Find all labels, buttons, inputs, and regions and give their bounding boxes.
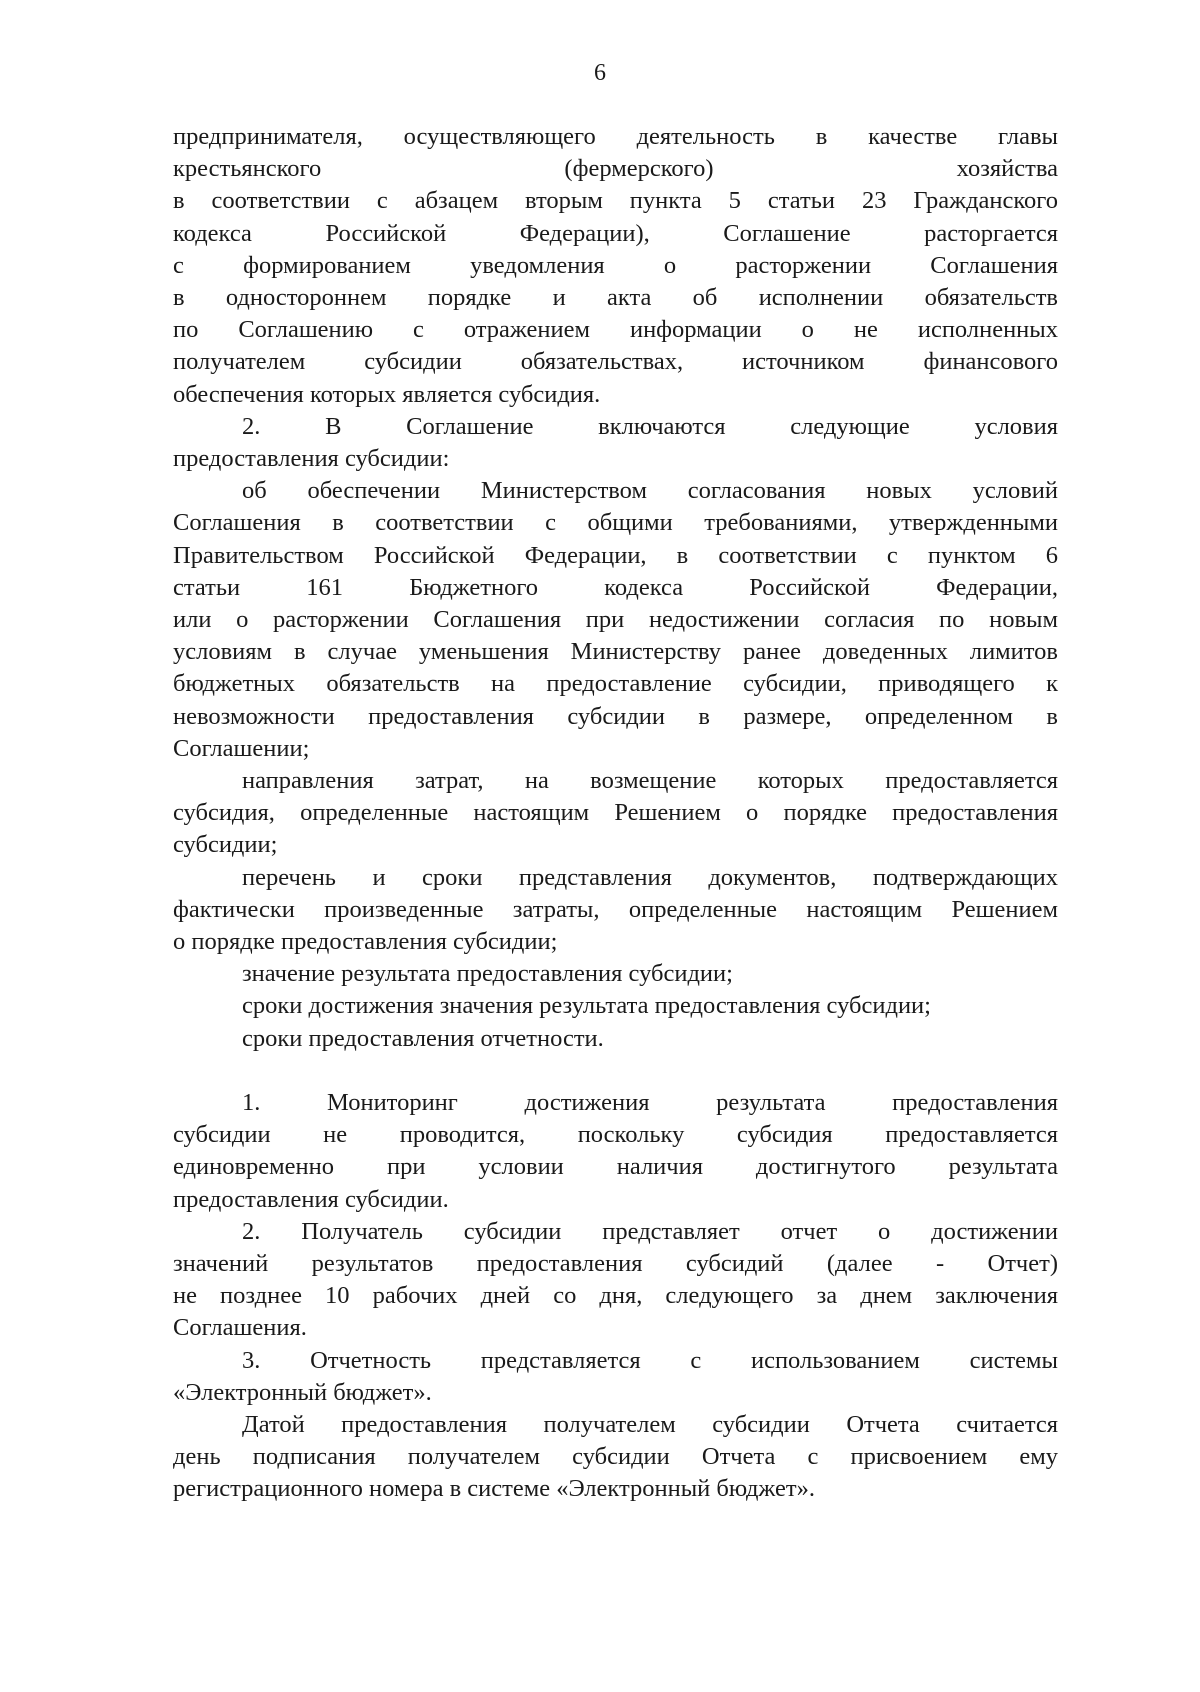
text-line: Соглашения. [173,1314,307,1342]
text-line: с формированием уведомления о расторжении Соглашения [173,251,1058,279]
text-line: в одностороннем порядке и акта об исполнении обязательств [173,284,1058,312]
document-body [173,121,1058,1506]
text-line: сроки предоставления отчетности. [242,1024,604,1052]
paragraph-monitoring [173,1087,1058,1216]
text-line: статьи 161 Бюджетного кодекса Российской Федерации, [173,573,1058,601]
paragraph-result-value [173,958,1058,990]
text-line: Датой предоставления получателем субсидии Отчета считается [242,1410,1058,1438]
text-line: регистрационного номера в системе «Электронный бюджет». [173,1475,815,1503]
text-line: 2. Получатель субсидии представляет отчет о достижении [242,1217,1058,1245]
paragraph-agreement-conditions [173,475,1058,765]
text-line: значение результата предоставления субсидии; [242,960,733,988]
text-line: Соглашении; [173,734,310,762]
text-line: бюджетных обязательств на предоставление субсидии, приводящего к [173,670,1058,698]
text-line: перечень и сроки представления документов, подтверждающих [242,863,1058,891]
paragraph-termination [173,121,1058,411]
section-spacer [173,1055,1058,1087]
text-line: об обеспечении Министерством согласования новых условий [242,477,1058,505]
paragraph-reporting-deadlines [173,1023,1058,1055]
paragraph-report-date [173,1409,1058,1506]
text-line: 2. В Соглашение включаются следующие условия [242,412,1058,440]
paragraph-item-2 [173,411,1058,475]
text-line: получателем субсидии обязательствах, источником финансового [173,348,1058,376]
paragraph-result-deadlines [173,990,1058,1022]
text-line: сроки достижения значения результата предоставления субсидии; [242,992,931,1020]
text-line: предоставления субсидии. [173,1185,449,1213]
text-line: фактически произведенные затраты, определенные настоящим Решением [173,895,1058,923]
paragraph-documents-list [173,862,1058,959]
text-line: 3. Отчетность представляется с использованием системы [242,1346,1058,1374]
text-line: не позднее 10 рабочих дней со дня, следующего за днем заключения [173,1282,1058,1310]
text-line: предпринимателя, осуществляющего деятельность в качестве главы [173,123,1058,150]
paragraph-reporting-system [173,1345,1058,1409]
text-line: 1. Мониторинг достижения результата предоставления [242,1088,1058,1116]
text-line: направления затрат, на возмещение которых предоставляется [242,767,1058,795]
text-line: субсидия, определенные настоящим Решением о порядке предоставления [173,799,1058,827]
text-line: предоставления субсидии: [173,445,450,473]
text-line: субсидии; [173,831,278,859]
text-line: кодекса Российской Федерации), Соглашение расторгается [173,219,1058,247]
text-line: Правительством Российской Федерации, в соответствии с пунктом 6 [173,541,1058,569]
text-line: о порядке предоставления субсидии; [173,928,558,956]
text-line: или о расторжении Соглашения при недостижении согласия по новым [173,606,1058,634]
paragraph-report-submission [173,1216,1058,1345]
text-line: «Электронный бюджет». [173,1378,432,1406]
paragraph-cost-directions [173,765,1058,862]
text-line: обеспечения которых является субсидия. [173,380,601,408]
text-line: единовременно при условии наличия достигнутого результата [173,1153,1058,1181]
text-line: день подписания получателем субсидии Отчета с присвоением ему [173,1443,1058,1471]
text-line: субсидии не проводится, поскольку субсидия предоставляется [173,1121,1058,1149]
text-line: невозможности предоставления субсидии в размере, определенном в [173,702,1058,730]
text-line: условиям в случае уменьшения Министерству ранее доведенных лимитов [173,638,1058,666]
text-line: Соглашения в соответствии с общими требованиями, утвержденными [173,509,1058,537]
text-line: по Соглашению с отражением информации о не исполненных [173,316,1058,344]
page-number: 6 [594,60,606,86]
text-line: крестьянского (фермерского) хозяйства [173,155,1058,183]
text-line: в соответствии с абзацем вторым пункта 5 статьи 23 Гражданского [173,187,1058,215]
text-line: значений результатов предоставления субсидий (далее - Отчет) [173,1249,1058,1277]
